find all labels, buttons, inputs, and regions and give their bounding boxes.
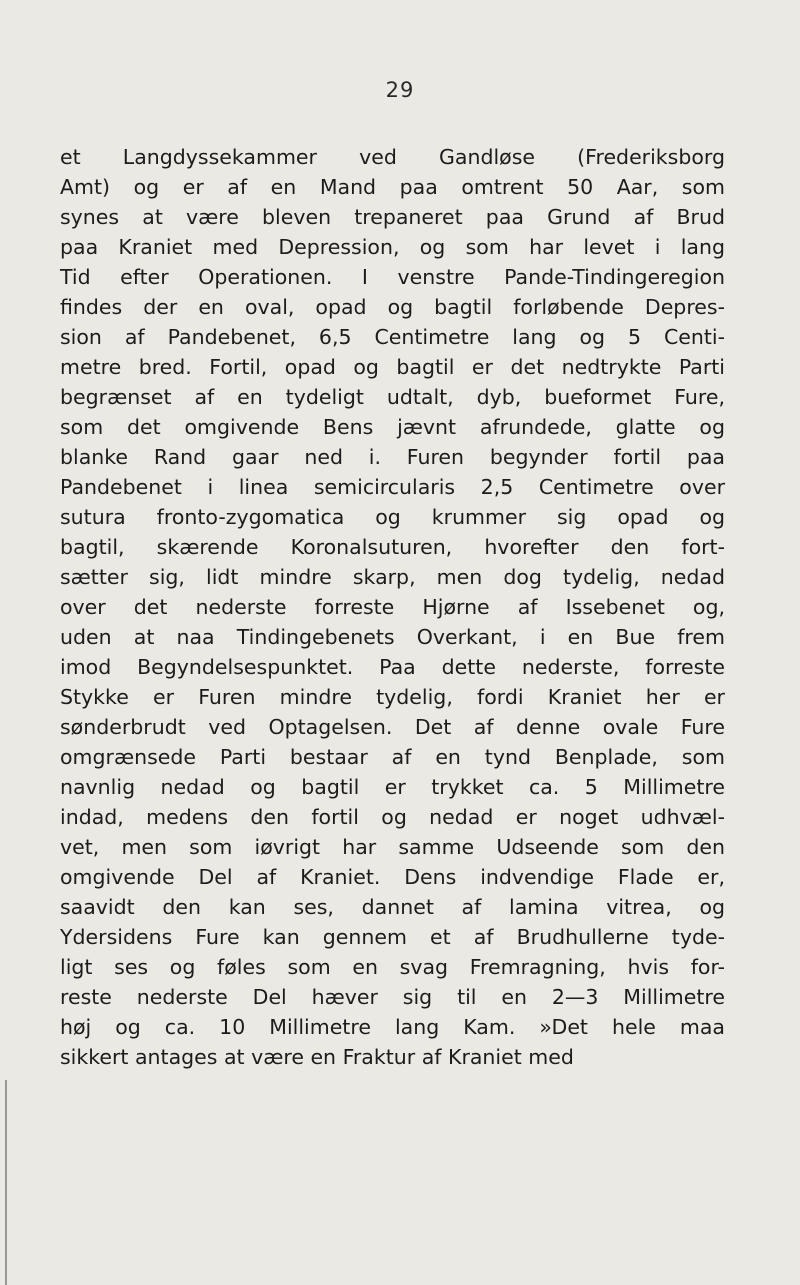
text-line: Pandebenet i linea semicircularis 2,5 Centimetre over (60, 475, 725, 499)
text-line: metre bred. Fortil, opad og bagtil er det nedtrykte Parti (60, 355, 725, 379)
text-line: vet, men som iøvrigt har samme Udseende som den (60, 835, 725, 859)
text-line: sætter sig, lidt mindre skarp, men dog tydelig, nedad (60, 565, 725, 589)
text-line: Ydersidens Fure kan gennem et af Brudhullerne tyde- (60, 925, 725, 949)
text-line: findes der en oval, opad og bagtil forløbende Depres- (60, 295, 725, 319)
text-line: Stykke er Furen mindre tydelig, fordi Kraniet her er (60, 685, 725, 709)
text-line: et Langdyssekammer ved Gandløse (Frederiksborg (60, 145, 725, 169)
text-line: over det nederste forreste Hjørne af Issebenet og, (60, 595, 725, 619)
text-line: ligt ses og føles som en svag Fremragning, hvis for- (60, 955, 725, 979)
text-line: Amt) og er af en Mand paa omtrent 50 Aar, som (60, 175, 725, 199)
text-line: reste nederste Del hæver sig til en 2—3 Millimetre (60, 985, 725, 1009)
page-edge-shadow (5, 1080, 7, 1285)
text-line: sutura fronto-zygomatica og krummer sig opad og (60, 505, 725, 529)
text-line: sion af Pandebenet, 6,5 Centimetre lang og 5 Centi- (60, 325, 725, 349)
text-line: saavidt den kan ses, dannet af lamina vitrea, og (60, 895, 725, 919)
text-line: omgivende Del af Kraniet. Dens indvendige Flade er, (60, 865, 725, 889)
text-line: paa Kraniet med Depression, og som har levet i lang (60, 235, 725, 259)
text-line: høj og ca. 10 Millimetre lang Kam. »Det hele maa (60, 1015, 725, 1039)
text-line: Tid efter Operationen. I venstre Pande-Tindingeregion (60, 265, 725, 289)
text-line: begrænset af en tydeligt udtalt, dyb, bueformet Fure, (60, 385, 725, 409)
text-line: uden at naa Tindingebenets Overkant, i en Bue frem (60, 625, 725, 649)
page-number: 29 (385, 78, 415, 102)
text-line: synes at være bleven trepaneret paa Grund af Brud (60, 205, 725, 229)
text-line: navnlig nedad og bagtil er trykket ca. 5 Millimetre (60, 775, 725, 799)
text-line: omgrænsede Parti bestaar af en tynd Benplade, som (60, 745, 725, 769)
text-line: sikkert antages at være en Fraktur af Kraniet med (60, 1045, 574, 1069)
body-text (60, 142, 725, 1072)
text-line: sønderbrudt ved Optagelsen. Det af denne ovale Fure (60, 715, 725, 739)
text-line: som det omgivende Bens jævnt afrundede, glatte og (60, 415, 725, 439)
text-line: indad, medens den fortil og nedad er noget udhvæl- (60, 805, 725, 829)
text-line: imod Begyndelsespunktet. Paa dette nederste, forreste (60, 655, 725, 679)
text-line: bagtil, skærende Koronalsuturen, hvorefter den fort- (60, 535, 725, 559)
text-line: blanke Rand gaar ned i. Furen begynder fortil paa (60, 445, 725, 469)
